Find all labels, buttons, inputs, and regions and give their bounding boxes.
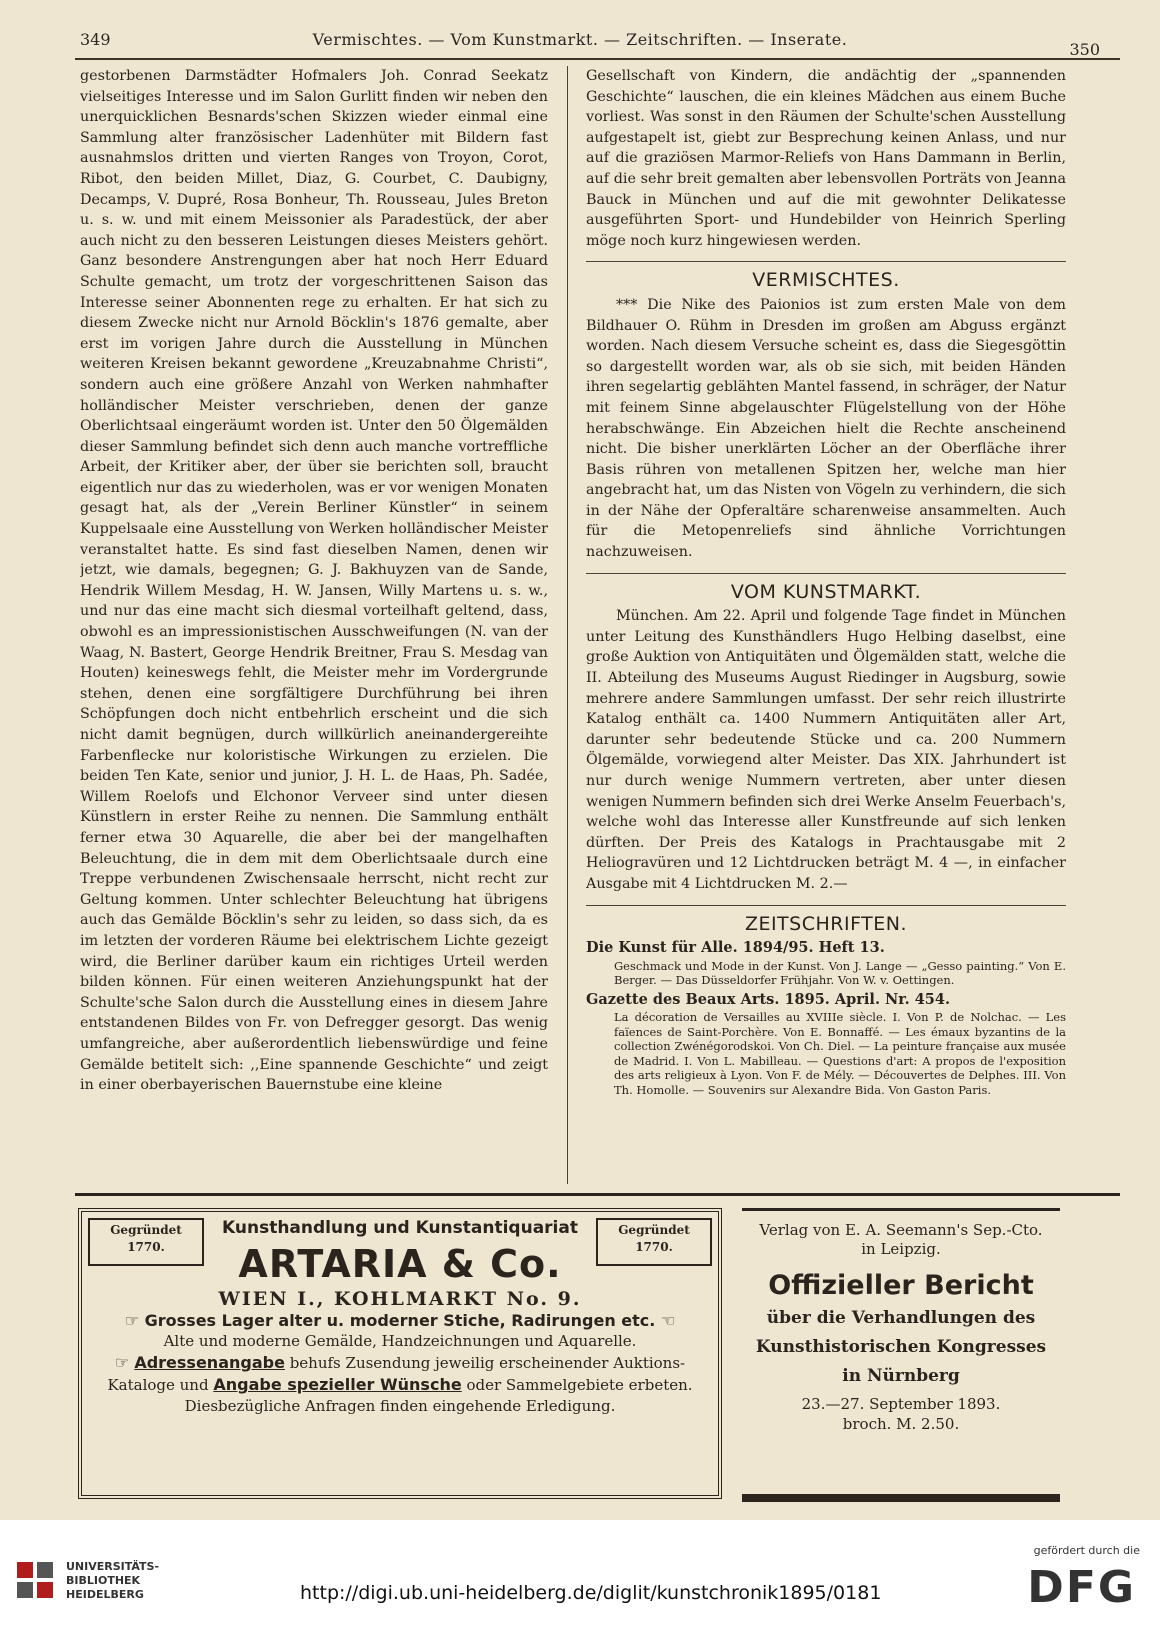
article-text: gestorbenen Darmstädter Hofmalers Joh. Conrad Seekatz vielseitiges Interesse und im Salon Gurlitt finden wir neben den unerquicklichen Besnards'schen Skizzen wieder einmal eine Sammlung alter französischer Ladenhüter mit Bildern fast ausnahmslos dritten und vierten Ranges von Troyon, Corot, Ribot, den beiden Millet, Diaz, G. Courbet, C. Daubigny, Decamps, V. Dupré, Rosa Bonheur, Th. Rousseau, Jules Breton u. s. w. und mit einem Meissonier als Paradestück, der aber auch nicht zu den besseren Leistungen dieses Meisters gehört. Ganz besondere Anstrengungen aber hat noch Herr Eduard Schulte gemacht, um trotz der vorgeschrittenen Saison das Interesse seiner Abonnenten rege zu erhalten. Er hat sich zu diesem Zwecke nicht nur Arnold Böcklin's 1876 gemalte, aber erst im vorigen Jahre durch die Ausstellung in München weiteren Kreisen bekannt gewordene „Kreuzabnahme Christi“, sondern auch eine größere Anzahl von Werken nahmhafter holländischer Meister verschrieben, denen der ganze Oberlichtsaal eingeräumt worden ist. Unter den 50 Ölgemälden dieser Sammlung befindet sich denn auch manche vortreffliche Arbeit, der Kritiker aber, der über sie berichten soll, braucht eigentlich nur das zu wiederholen, was er vor wenigen Monaten gesagt hat, als der „Verein Berliner Künstler“ in seinem Kuppelsaale eine Ausstellung von Werken holländischer Meister veranstaltet hatte. Es sind fast dieselben Namen, denen wir jetzt, wie damals, begegnen; G. J. Bakhuyzen van de Sande, Hendrik Willem Mesdag, H. W. Jansen, Willy Martens u. s. w., und nur das eine macht sich diesmal vorteilhaft geltend, dass, obwohl es an impressionistischen Ausschweifungen (N. van der Waag, N. Bastert, George Hendrik Breitner, Frau S. Mesdag van Houten) keineswegs fehlt, die Meister mehr im Vordergrunde stehen, denen eine sorgfältigere Durchführung bei ihren Schöpfungen doch nicht entbehrlich erscheint und die sich nicht damit begnügen, durch willkürlich aneinandergereihte Farbenflecke nur koloristische Wirkungen zu erzielen. Die beiden Ten Kate, senior und junior, J. H. L. de Haas, Ph. Sadée, Willem Roelofs und Elchonor Verveer sind unter diesen Künstlern in erster Reihe zu nennen. Die Sammlung enthält ferner etwa 30 Aquarelle, die aber bei der mangelhaften Beleuchtung, die in dem mit dem Oberlichtsaale durch eine Treppe verbundenen Zwischensaale herrscht, nicht recht zur Geltung kommen. Unter schlechter Beleuchtung hat übrigens auch das Gemälde Böcklin's sehr zu leiden, so dass sich, da es im letzten der vorderen Räume bei elektrischem Lichte gezeigt wird, die Berliner darüber kaum ein richtiges Urteil werden bilden können. Für einen weiteren Anziehungspunkt hat der Schulte'sche Salon durch die Ausstellung eines in diesem Jahre entstandenen Bildes von Fr. von Defregger gesorgt. Das wenig umfangreiche, aber außerordentlich liebenswürdige und feine Gemälde betitelt sich: ,,Eine spannende Geschichte“ und zeigt in einer oberbayerischen Bauernstube eine kleine (80, 68, 548, 1094)
publisher-city: in Leipzig. (861, 1240, 941, 1258)
founded-year: 1770. (635, 1240, 673, 1254)
ad-address: WIEN I., KOHLMARKT No. 9. (218, 1288, 582, 1310)
pointing-hand-icon: ☞ (114, 1353, 135, 1372)
column-divider (567, 66, 568, 1184)
advertisement-artaria (78, 1208, 722, 1499)
founded-label: Gegründet (110, 1223, 182, 1237)
founded-label: Gegründet (618, 1223, 690, 1237)
ad-company-name: ARTARIA & Co. (238, 1242, 562, 1286)
page-number-left: 349 (80, 30, 111, 49)
magazine-title: Gazette des Beaux Arts. 1895. April. Nr. 454. (586, 990, 951, 1008)
pointing-hand-icon: ☞ (124, 1311, 145, 1330)
advertisement-seemann (742, 1208, 1060, 1502)
ad-line: Diesbezügliche Anfragen finden eingehende Erledigung. (184, 1397, 616, 1415)
right-column (586, 66, 1066, 1186)
page-number-right: 350 (1069, 40, 1100, 59)
running-header: Vermischtes. — Vom Kunstmarkt. — Zeitschriften. — Inserate. (312, 30, 848, 49)
kunstmarkt-text: München. Am 22. April und folgende Tage findet in München unter Leitung des Kunsthändlers Hugo Helbing daselbst, eine große Auktion von Antiquitäten und Ölgemälden statt, welche die II. Abteilung des Museums August Riedinger in Augsburg, sowie mehrere andere Sammlungen umfasst. Der sehr reich illustrirte Katalog enthält ca. 1400 Nummern Antiquitäten aller Art, darunter sehr bedeutende Stücke und ca. 200 Nummern Ölgemälde, vorwiegend alter Meister. Das XIX. Jahrhundert ist nur durch wenige Nummern vertreten, aber unter diesen wenigen Nummern befinden sich drei Werke Anselm Feuerbach's, welche wohl das Interesse aller Kunstfreunde auf sich lenken dürften. Der Preis des Katalogs in Prachtausgabe mit 2 Heliogravüren und 12 Lichtdrucken beträgt M. 4 —, in einfacher Ausgabe mit 4 Lichtdrucken M. 2.— (586, 608, 1066, 892)
library-name-line: BIBLIOTHEK (66, 1574, 141, 1587)
footer-bar (0, 1520, 1160, 1627)
source-url-link[interactable]: http://digi.ub.uni-heidelberg.de/diglit/kunstchronik1895/0181 (300, 1582, 882, 1604)
magazine-title: Die Kunst für Alle. 1894/95. Heft 13. (586, 939, 885, 957)
publisher-line: Verlag von E. A. Seemann's Sep.-Cto. (759, 1221, 1043, 1239)
dfg-logo: DFG (1027, 1562, 1136, 1613)
section-title-zeitschriften: ZEITSCHRIFTEN. (586, 905, 1066, 935)
report-price: broch. M. 2.50. (842, 1415, 960, 1433)
report-line: Kunsthistorischen Kongresses (755, 1337, 1047, 1357)
founded-year: 1770. (127, 1240, 165, 1254)
article-continuation: Gesellschaft von Kindern, die andächtig der „spannenden Geschichte“ lauschen, die ein kleines Mädchen aus einem Buche vorliest. Was sonst in den Räumen der Schulte'schen Ausstellung aufgestapelt ist, giebt zur Besprechung keinen Anlass, und nur auf die graziösen Marmor-Reliefs von Hans Dammann in Berlin, auf die sehr breit gemalten aber lebensvollen Porträts von Jeanna Bauck in München und auf die mit gewohnter Delikatesse ausgeführten Sport- und Hundebilder von Heinrich Sperling möge noch kurz hingewiesen werden. (586, 68, 1066, 249)
ad-line-text: oder Sammelgebiete erbeten. (461, 1376, 693, 1394)
advertisement-rule (75, 1193, 1120, 1196)
ad-line-text: Grosses Lager alter u. moderner Stiche, Radirungen etc. (144, 1311, 656, 1330)
ad-line-text: Kataloge und (107, 1376, 214, 1394)
library-name-line: UNIVERSITÄTS- (66, 1560, 160, 1573)
ad-line-text: behufs Zusendung jeweilig erscheinender Auktions- (284, 1354, 686, 1372)
report-line: in Nürnberg (842, 1366, 960, 1386)
funding-note: gefördert durch die (1033, 1544, 1140, 1557)
founded-box-left (88, 1218, 204, 1266)
ad-line-emphasis: Angabe spezieller Wünsche (213, 1375, 462, 1394)
library-name (66, 1560, 159, 1602)
magazine-contents: La décoration de Versailles au XVIIIe siècle. I. Von P. de Nolchac. — Les faïences de Saint-Porchère. Von E. Bonnaffé. — Les émaux byzantins de la collection Zwénégorodskoi. Von Ch. Diel. — La peinture française aux musée de Madrid. I. Von L. Mabilleau. — Questions d'art: A propos de l'exposition des arts religieux à Lyon. Von F. de Mély. — Découvertes de Delphes. III. Von Th. Homolle. — Souvenirs sur Alexandre Bida. Von Gaston Paris. (614, 1010, 1066, 1097)
report-title: Offizieller Bericht (768, 1270, 1034, 1301)
section-title-kunstmarkt: VOM KUNSTMARKT. (586, 573, 1066, 603)
founded-box-right (596, 1218, 712, 1266)
report-date: 23.—27. September 1893. (801, 1395, 1001, 1413)
ad-line (82, 1310, 718, 1331)
ad-subtitle: Kunsthandlung und Kunstantiquariat (222, 1218, 578, 1238)
ad-line: Alte und moderne Gemälde, Handzeichnungen und Aquarelle. (163, 1332, 637, 1350)
header-rule (75, 58, 1120, 60)
ad-line (82, 1352, 718, 1374)
university-library-logo-icon (15, 1560, 55, 1600)
ad-line (82, 1374, 718, 1396)
library-name-line: HEIDELBERG (66, 1588, 144, 1601)
magazine-contents: Geschmack und Mode in der Kunst. Von J. Lange — „Gesso painting.“ Von E. Berger. — Das Düsseldorfer Frühjahr. Von W. v. Oettingen. (614, 958, 1066, 988)
vermischtes-text: *** Die Nike des Paionios ist zum ersten Male von dem Bildhauer O. Rühm in Dresden im großen am Abguss ergänzt worden. Nach diesem Versuche scheint es, dass die Siegesgöttin so dargestellt worden war, als ob sie sich, mit beiden Händen ihren segelartig geblähten Mantel fassend, in schräger, der Natur mit feinem Sinne abgelauschter Flügelstellung von der Höhe herabschwänge. Ein Abzeichen hielt die Rechte anscheinend nicht. Die bisher unerklärten Löcher an der Oberfläche ihrer Basis rühren von metallenen Spitzen her, welche man hier angebracht hat, um das Nisten von Vögeln zu verhindern, die sich in der Nähe der Opferaltäre scharenweise ansammelten. Auch für die Metopenreliefs sind ähnliche Vorrichtungen nachzuweisen. (586, 296, 1066, 561)
section-title-vermischtes: VERMISCHTES. (586, 261, 1066, 291)
ad-line-emphasis: Adressenangabe (134, 1353, 285, 1372)
pointing-hand-icon: ☜ (655, 1311, 676, 1330)
left-column (80, 66, 548, 1186)
report-line: über die Verhandlungen des (766, 1308, 1036, 1328)
